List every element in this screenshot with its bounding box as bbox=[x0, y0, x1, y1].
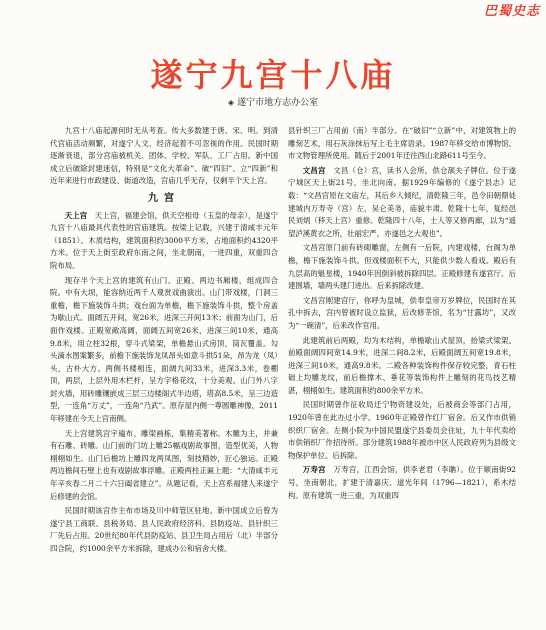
diamond-bullet-icon: ◈ bbox=[227, 98, 235, 107]
wenchang-keyword: 文昌宫 bbox=[302, 165, 326, 175]
tianshang-text-1: 天上宫，福建会馆，供天空相母（玉皇的母亲），是遂宁九宫十八庙最具代表性的宫庙建筑。按梁上记载，兴建于清咸丰元年（1851）。木质结构，建筑面积约3000平方米，占地面积约4320平方米。位于天上街至政府东南之间，坐北朝南，一进四重，双重四合院布局。 bbox=[50, 210, 278, 270]
wanshou-keyword: 万寿宫 bbox=[302, 465, 326, 475]
wenchang-paragraph-2: 文昌宫原门前有砖砌雕窗，左侧有一后院，内建戏楼，台阁为单檐，檐下施装饰斗拱。但戏楼面积不大，只能供少数人看戏。殿后有九层高的魁星楼，1940年因倒斜被拆除四层。正殿修建有遂官厅、后建围墙，墙两头建门进出。后来拆除改建。 bbox=[288, 243, 516, 291]
tianshang-paragraph-3: 天上宫建筑宫宇遍布、雕梁画栋，集精美著称。木雕为主，并兼有石雕、砖雕。山门前的门坊上雕25幅戏剧故事图，造型优美，人物栩栩如生。山门后檐坊上雕四龙两凤图，刻技精妙，匠心独运。正殿两边檐间石壁上也有戏剧故事浮雕。正殿两柱正匾上题：“大清咸丰元年辛亥春二月二十六日阖省建立”。从题记看，天上宫系福建人来遂宁后修建的会馆。 bbox=[50, 428, 278, 501]
right-column bbox=[288, 125, 516, 504]
tianshang-paragraph-1 bbox=[50, 210, 278, 273]
wanshou-text-1: 万寿宫，江西会馆，供李老君（李聃）。位于顺南街92号，坐南朝北，扩建于清嘉庆、道光年间（1796—1821），系木结构。原有建筑一进三重，为双重四 bbox=[288, 465, 516, 500]
header-logo: 巴蜀史志 bbox=[483, 4, 540, 19]
continued-paragraph: 县针织三厂占用前（南）半部分。在“破旧”“立新”中，对建筑物上的雕刻艺术，用石灰涂抹后写上毛主席语录。1987年移交给市博物馆、市文物管理所使用。随后于2001年迁往西山北路611号至今。 bbox=[288, 126, 516, 161]
intro-paragraph: 九宫十八庙起源何时无从考查。传大多数建于唐、宋、明。到清代宫庙活动频繁，对遂宁人文、经济起着不可忽视的作用。民国时期逐渐衰退，部分宫庙被机关、团体、学校、军队、工厂占用。新中国成立后破除封建迷信，特别是“文化大革命”、破“四旧”、立“四新”和近年来进行市政建设、街道改造，宫庙几乎无存，仅剩半个天上宫。 bbox=[50, 126, 278, 186]
tianshang-paragraph-2: 现存半个天上宫的建筑有山门、正殿、两边书厢楼，组成四合院。中有大坝，能容纳近两千人观赏戏曲演出。山门带戏楼，门洞三重檐，檐下施装饰斗拱；戏台面为单檐，檐下施装饰斗拱，整个房盖为歇山式。面阔五开间，宽26米，进深三开间13米；前面为山门，后面作戏楼。正殿宽敞高阔，面阔五间宽26米，进深三间10米，通高9.8米，用立柱32根，穿斗式梁架，单檐悬山式房顶，筒瓦覆盖。勾头滴水图案繁多，前檐下施装饰龙凤昂头如意斗拱51朵，昂为龙（凤）头，古朴大方。两侧书楼相连，面阔九间33米，进深3.3米，卷棚顶，两层，上层外用木栏杆，呈方字格花纹，十分美观。山门外八字封火墙，用砖雕镶嵌成三层三边楼阁式半边塔，塔高8.5米，呈三边造型，一连角“万丈”，一连角“乃武”。原存屋内侧一尊圆雕神像，2011年移建在今天上宫南侧。 bbox=[50, 275, 278, 424]
tianshang-keyword: 天上宫 bbox=[64, 210, 88, 220]
wenchang-text-1: 文昌（仓）宫，读书人会所，供仓颉夫子牌位。位于遂宁城区天上街21号，坐北向南。据1929年编修的《遂宁县志》记载：“文昌宫原在文庙左，其后乡人倾纪，清乾隆三年，邑令田朝鼎徒建城内万寿寺（宫）左，吴仑美务，庙貌丰肃。乾隆十七年，复经邑民刘炳（移天上宫）重修。乾隆四十八年，士人等又修两廊，以为“遥望泸溪黄衣之所，壮丽宏严，亦遂邑之大观也”。 bbox=[288, 165, 516, 238]
wenchang-paragraph-1 bbox=[288, 165, 516, 241]
article-title: 遂宁九宫十八庙 bbox=[150, 56, 396, 94]
tianshang-paragraph-4: 民国时期该宫作主布市场及川中师管区驻地。新中国成立后曾为遂宁县工商联、县税务局、县人民政府经济科、县防疫站、县针织三厂先后占用。20世纪80年代县防疫站、县卫生局占用后（北）半部分四合院，约1000余平方米拆除，建成办公和宿舍大楼。 bbox=[50, 506, 278, 553]
left-column bbox=[50, 125, 278, 558]
byline bbox=[0, 95, 546, 108]
wenchang-paragraph-4: 此建筑前后两殿，均为木结构，单檐歇山式屋顶，抬梁式梁架。前殿面阔四间宽14.9米，进深二间8.2米，后殿面阔五间宽19.8米，进深三间10米，通高9.8米。二殿各种装饰构件保存较完整，青石柱础上均雕龙纹，前后檐撑木、垂花等装饰构件上雕刻的花鸟技艺精湛，栩栩如生。建筑面积约800余平方米。 bbox=[288, 335, 516, 395]
wenchang-paragraph-3: 文昌宫刚建宫厅，你呼为皇城，供奉皇帝万岁牌位，民国时在其孔中拆去，宫内曾被时设立监狱，后改修茶馆，名为“甘露坊”，又改为“一碗清”，后来改作官用。 bbox=[288, 295, 516, 330]
wenchang-paragraph-5: 民国时期曾作征收局迁宁物资建设处，后被商会等部门占用，1920年曾在此办过小学。1960年正殿曾作红厂宿舍。后又作市供销织织厂宿舍。左侧小院为中国民盟遂宁县委员会住址，九十年代卖给市供销织厂作招待所。部分建筑1988年被市中区人民政府列为县级文物保护单位。后拆除。 bbox=[288, 400, 516, 460]
byline-text: 遂宁市地方志办公室 bbox=[237, 98, 319, 108]
wanshou-paragraph-1 bbox=[288, 464, 516, 502]
section-title: 九宫 bbox=[148, 192, 180, 204]
